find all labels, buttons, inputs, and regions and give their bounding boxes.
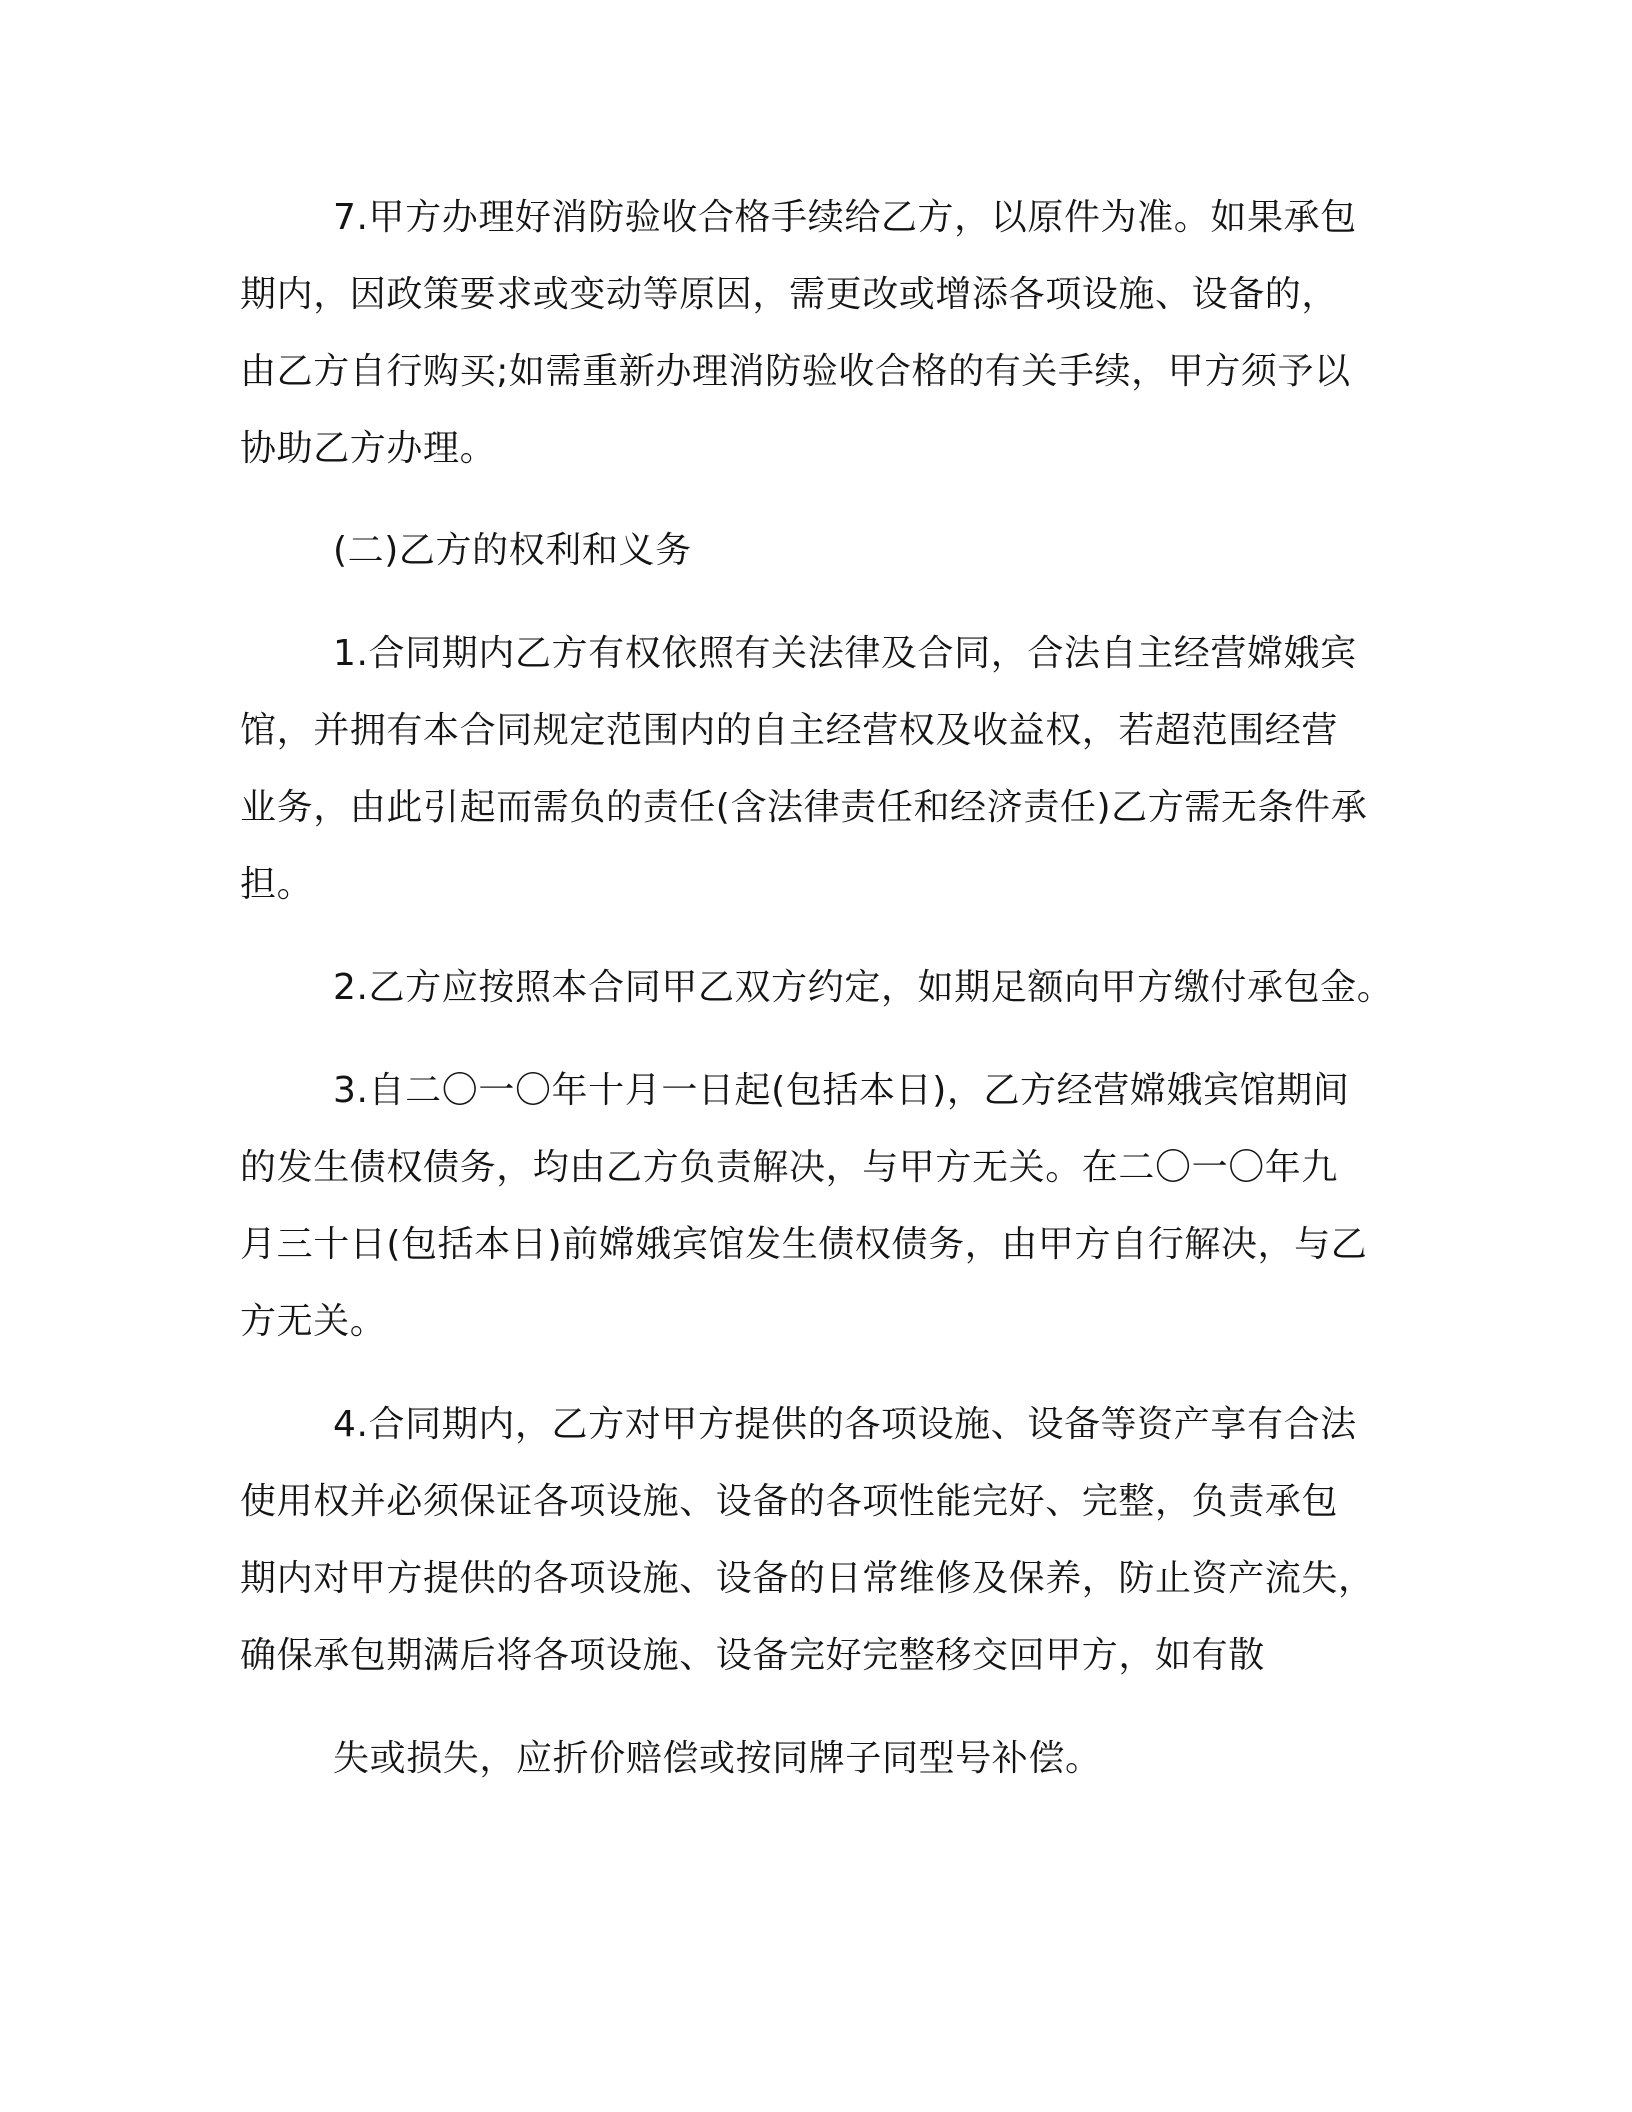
text-line: 担。 (240, 864, 314, 905)
text-line: 由乙方自行购买;如需重新办理消防验收合格的有关手续，甲方须予以 (240, 351, 1351, 392)
text-line: 3.自二〇一〇年十月一日起(包括本日)，乙方经营嫦娥宾馆期间 (333, 1070, 1350, 1111)
text-line: 协助乙方办理。 (240, 428, 497, 469)
text-line: 方无关。 (240, 1301, 387, 1342)
text-line: 失或损失，应折价赔偿或按同牌子同型号补偿。 (333, 1738, 1102, 1779)
text-line: 业务，由此引起而需负的责任(含法律责任和经济责任)乙方需无条件承 (240, 787, 1368, 828)
text-line: 确保承包期满后将各项设施、设备完好完整移交回甲方，如有散 (240, 1635, 1265, 1676)
text-line: 2.乙方应按照本合同甲乙双方约定，如期足额向甲方缴付承包金。 (333, 967, 1394, 1008)
heading-line: (二)乙方的权利和义务 (333, 530, 692, 571)
text-line: 月三十日(包括本日)前嫦娥宾馆发生债权债务，由甲方自行解决，与乙 (240, 1224, 1368, 1265)
text-line: 4.合同期内，乙方对甲方提供的各项设施、设备等资产享有合法 (333, 1404, 1357, 1445)
text-line: 期内对甲方提供的各项设施、设备的日常维修及保养，防止资产流失， (240, 1558, 1375, 1599)
text-line: 期内，因政策要求或变动等原因，需更改或增添各项设施、设备的， (240, 274, 1339, 315)
text-line: 使用权并必须保证各项设施、设备的各项性能完好、完整，负责承包 (240, 1481, 1339, 1522)
text-line: 1.合同期内乙方有权依照有关法律及合同，合法自主经营嫦娥宾 (333, 633, 1357, 674)
text-line: 7.甲方办理好消防验收合格手续给乙方，以原件为准。如果承包 (333, 197, 1357, 238)
text-line: 的发生债权债务，均由乙方负责解决，与甲方无关。在二〇一〇年九 (240, 1147, 1339, 1188)
text-line: 馆，并拥有本合同规定范围内的自主经营权及收益权，若超范围经营 (240, 710, 1339, 751)
